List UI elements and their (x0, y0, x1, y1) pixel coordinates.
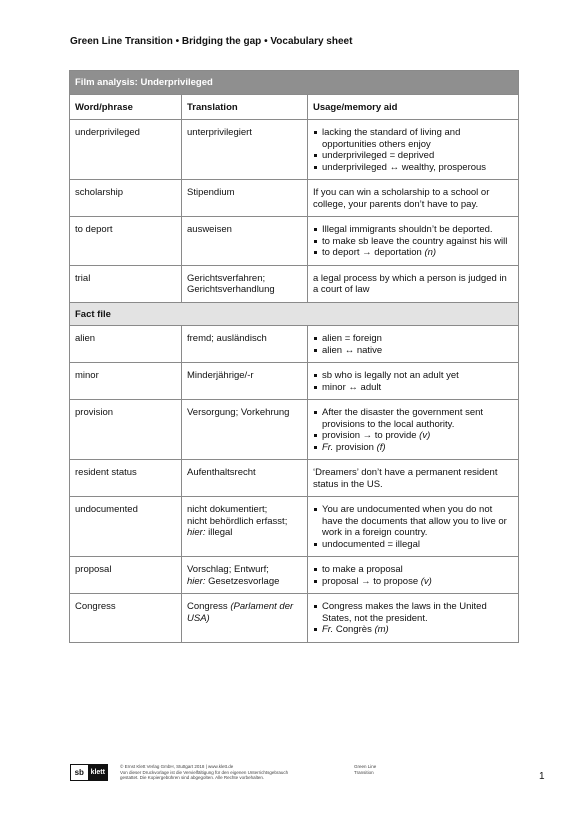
word-cell: resident status (70, 460, 182, 497)
section-header-film-analysis (70, 71, 519, 95)
translation-cell: Minderjährige/-r (182, 363, 308, 400)
table-row (70, 400, 519, 460)
usage-cell (308, 326, 519, 363)
translation-cell: Gerichtsverfahren; Gerichtsverhandlung (182, 265, 308, 302)
usage-item: to deport → deportation (n) (313, 247, 513, 259)
usage-cell (308, 217, 519, 266)
usage-item: Congress makes the laws in the United States, not the president. (313, 601, 513, 624)
series-name: Green Line Transition (354, 764, 377, 775)
word-cell: scholarship (70, 180, 182, 217)
copyright-notice: © Ernst Klett Verlag GmbH, Stuttgart 2018 | www.klett.de Von dieser Druckvorlage ist die Vervielfältigung für den eigenen Unterrichtsgebrauch gestattet. Die Kopiergebühren sind abgegolten. Alle Rechte vorbehalten. (120, 764, 289, 780)
word-cell: trial (70, 265, 182, 302)
usage-item: lacking the standard of living and opportunities others enjoy (313, 127, 513, 150)
translation-cell: Versorgung; Vorkehrung (182, 400, 308, 460)
usage-item: underprivileged ↔ wealthy, prosperous (313, 162, 513, 174)
column-header-usage: Usage/memory aid (308, 94, 519, 120)
usage-item: sb who is legally not an adult yet (313, 370, 513, 382)
table-row (70, 265, 519, 302)
word-cell: proposal (70, 557, 182, 594)
page-number: 1 (539, 771, 545, 782)
section-title: Fact file (70, 302, 519, 326)
word-cell: underprivileged (70, 120, 182, 180)
table-row (70, 180, 519, 217)
usage-item: to make sb leave the country against his will (313, 236, 513, 248)
translation-cell: unterprivilegiert (182, 120, 308, 180)
usage-item: underprivileged = deprived (313, 150, 513, 162)
klett-logo: sb klett (70, 764, 108, 781)
word-cell: Congress (70, 594, 182, 643)
usage-cell (308, 497, 519, 557)
usage-cell (308, 120, 519, 180)
column-header-row (70, 94, 519, 120)
usage-cell (308, 557, 519, 594)
translation-cell: Vorschlag; Entwurf; hier: Gesetzesvorlage (182, 557, 308, 594)
section-header-fact-file (70, 302, 519, 326)
usage-cell (308, 594, 519, 643)
usage-item: Fr. Congrès (m) (313, 624, 513, 636)
usage-item: You are undocumented when you do not have the documents that allow you to live or work in a foreign country. (313, 504, 513, 539)
table-row (70, 217, 519, 266)
usage-cell: If you can win a scholarship to a school or college, your parents don’t have to pay. (308, 180, 519, 217)
table-row (70, 460, 519, 497)
usage-item: to make a proposal (313, 564, 513, 576)
usage-item: undocumented = illegal (313, 539, 513, 551)
translation-cell: Congress (Parlament der USA) (182, 594, 308, 643)
word-cell: alien (70, 326, 182, 363)
column-header-word: Word/phrase (70, 94, 182, 120)
translation-cell: Aufenthaltsrecht (182, 460, 308, 497)
usage-item: Fr. provision (f) (313, 442, 513, 454)
usage-item: After the disaster the government sent provisions to the local authority. (313, 407, 513, 430)
table-row (70, 594, 519, 643)
translation-cell: Stipendium (182, 180, 308, 217)
table-row (70, 120, 519, 180)
translation-cell: ausweisen (182, 217, 308, 266)
table-row (70, 326, 519, 363)
table-row (70, 497, 519, 557)
word-cell: to deport (70, 217, 182, 266)
translation-cell: nicht dokumentiert; nicht behördlich erfasst; hier: illegal (182, 497, 308, 557)
word-cell: provision (70, 400, 182, 460)
usage-cell: ‘Dreamers’ don’t have a permanent resident status in the US. (308, 460, 519, 497)
word-cell: undocumented (70, 497, 182, 557)
word-cell: minor (70, 363, 182, 400)
section-title: Film analysis: Underprivileged (70, 71, 519, 95)
usage-item: alien = foreign (313, 333, 513, 345)
page-footer (70, 762, 550, 792)
page-header: Green Line Transition • Bridging the gap • Vocabulary sheet (70, 36, 353, 47)
table-row (70, 557, 519, 594)
translation-cell: fremd; ausländisch (182, 326, 308, 363)
usage-cell (308, 400, 519, 460)
usage-item: proposal → to propose (v) (313, 576, 513, 588)
table-row (70, 363, 519, 400)
column-header-translation: Translation (182, 94, 308, 120)
usage-item: alien ↔ native (313, 345, 513, 357)
usage-cell: a legal process by which a person is judged in a court of law (308, 265, 519, 302)
usage-item: Illegal immigrants shouldn’t be deported. (313, 224, 513, 236)
usage-cell (308, 363, 519, 400)
usage-item: minor ↔ adult (313, 382, 513, 394)
vocabulary-table (69, 70, 519, 643)
usage-item: provision → to provide (v) (313, 430, 513, 442)
